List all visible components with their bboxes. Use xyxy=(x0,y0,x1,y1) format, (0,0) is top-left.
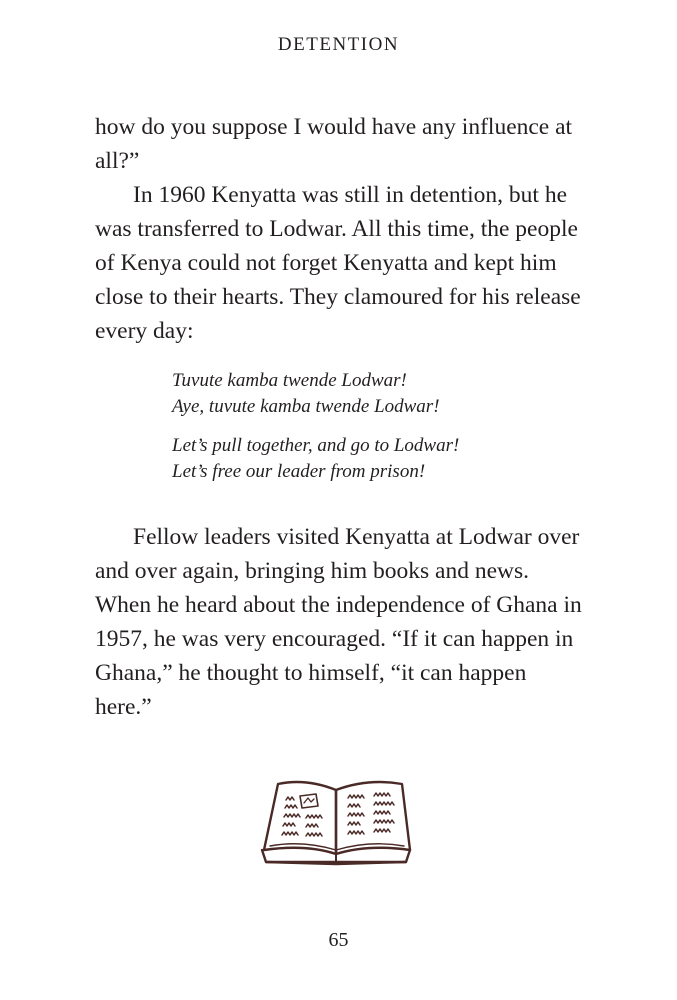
song-line: Let’s pull together, and go to Lodwar! xyxy=(172,435,460,456)
paragraph-fellow-leaders: Fellow leaders visited Kenyatta at Lodwar over and over again, bringing him books and news. When he heard about the independence of Ghana in 1957, he was very encouraged. “If it can happen in Ghana,” he thought to himself, “it can happen here.” xyxy=(95,524,582,720)
page-number: 65 xyxy=(328,929,349,951)
song-line: Tuvute kamba twende Lodwar! xyxy=(172,370,407,391)
song-line: Let’s free our leader from prison! xyxy=(172,461,426,482)
open-book-icon xyxy=(256,776,416,868)
running-head: DETENTION xyxy=(277,34,400,55)
song-english xyxy=(172,433,592,485)
song-swahili xyxy=(172,368,592,420)
paragraph-lodwar-transfer: In 1960 Kenyatta was still in detention, but he was transferred to Lodwar. All this time, the people of Kenya could not forget Kenyatta and kept him close to their hearts. They clamoured for his release every day: xyxy=(95,182,581,344)
song-line: Aye, tuvute kamba twende Lodwar! xyxy=(172,396,440,417)
paragraph-continued: how do you suppose I would have any influence at all?” xyxy=(95,114,573,174)
